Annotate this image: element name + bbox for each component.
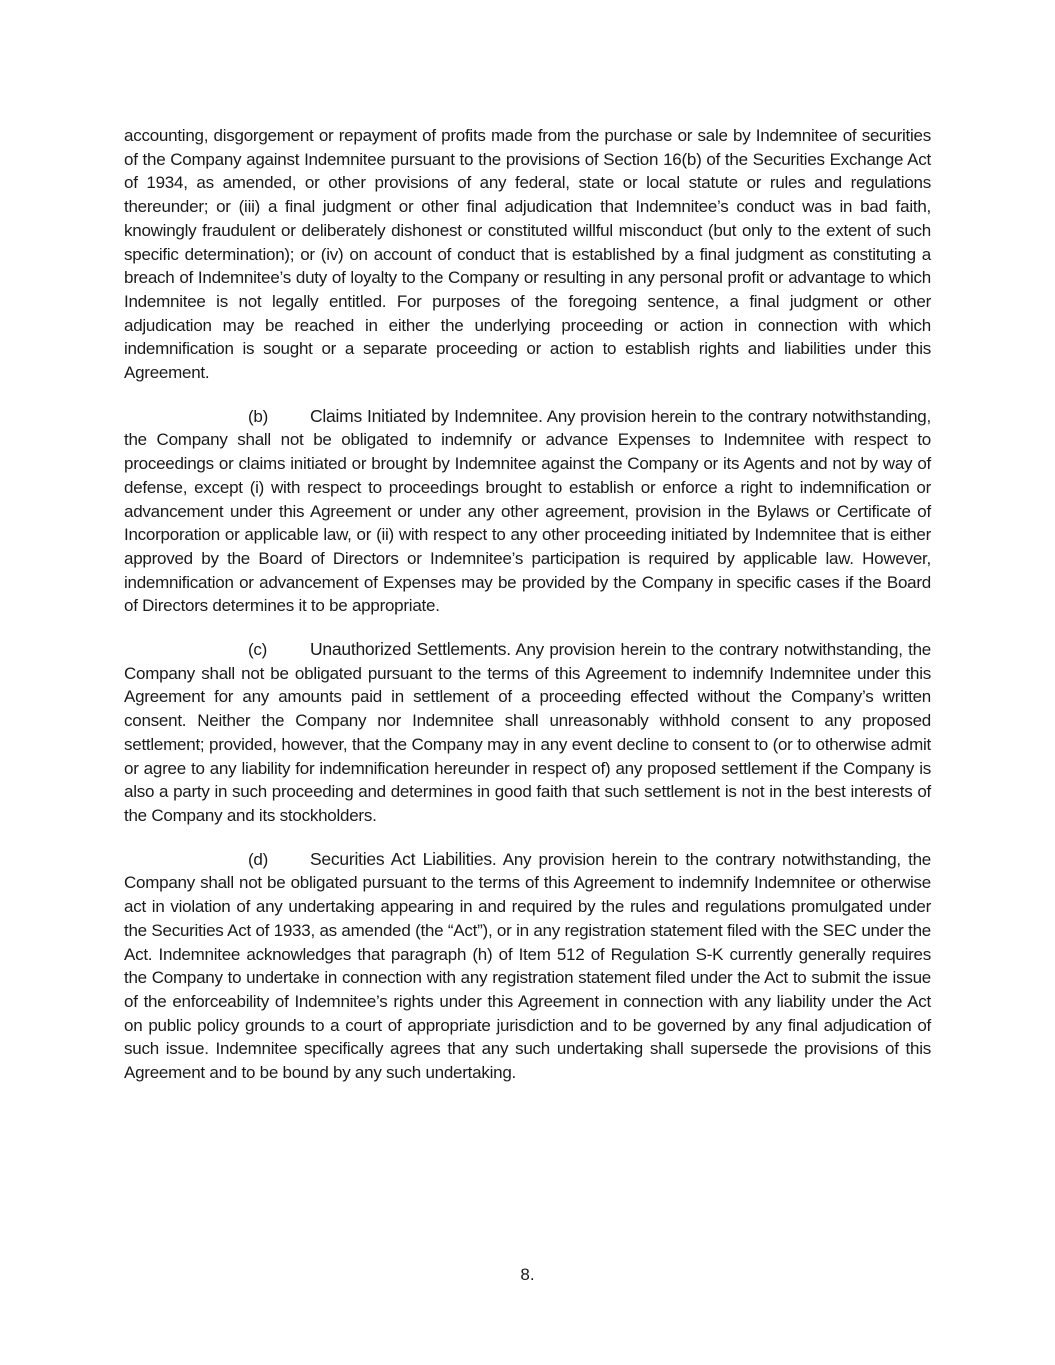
section-b-paragraph — [124, 405, 931, 618]
section-c-number: (c) — [248, 640, 268, 660]
page-number: 8. — [520, 1265, 535, 1284]
continuation-paragraph: accounting, disgorgement or repayment of profits made from the purchase or sale by Indemnitee of securities of the Company against Indemnitee pursuant to the provisions of Section 16(b) of the Securities Exchange Act of 1934, as amended, or other provisions of any federal, state or local statute or rules and regulations thereunder; or (iii) a final judgment or other final adjudication that Indemnitee’s conduct was in bad faith, knowingly fraudulent or deliberately dishonest or constituted willful misconduct (but only to the extent of such specific determination); or (iv) on account of conduct that is established by a final judgment as constituting a breach of Indemnitee’s duty of loyalty to the Company or resulting in any personal profit or advantage to which Indemnitee is not legally entitled. For purposes of the foregoing sentence, a final judgment or other adjudication may be reached in either the underlying proceeding or action in connection with which indemnification is sought or a separate proceeding or action to establish rights and liabilities under this Agreement. — [124, 126, 931, 383]
section-c-paragraph — [124, 638, 931, 828]
document-page — [124, 124, 931, 1085]
section-b-heading: Claims Initiated by Indemnitee. — [310, 405, 543, 426]
section-c-heading: Unauthorized Settlements. — [310, 639, 511, 660]
section-b-body: Any provision herein to the contrary notwithstanding, the Company shall not be obligated to indemnify or advance Expenses to Indemnitee with respect to proceedings or claims initiated or brought by Indemnitee against the Company or its Agents and not by way of defense, except (i) with respect to proceedings brought to establish or enforce a right to indemnification or advancement under this Agreement or under any other agreement, provision in the Bylaws or Certificate of Incorporation or applicable law, or (ii) with respect to any other proceeding initiated by Indemnitee that is either approved by the Board of Directors or Indemnitee’s participation is required by applicable law. However, indemnification or advancement of Expenses may be provided by the Company in specific cases if the Board of Directors determines it to be appropriate. — [124, 406, 931, 616]
section-c-body: Any provision herein to the contrary notwithstanding, the Company shall not be obligated pursuant to the terms of this Agreement to indemnify Indemnitee under this Agreement for any amounts paid in settlement of a proceeding effected without the Company’s written consent. Neither the Company nor Indemnitee shall unreasonably withhold consent to any proposed settlement; provided, however, that the Company may in any event decline to consent to (or to otherwise admit or agree to any liability for indemnification hereunder in respect of) any proposed settlement if the Company is also a party in such proceeding and determines in good faith that such settlement is not in the best interests of the Company and its stockholders. — [124, 640, 931, 825]
section-d-paragraph — [124, 848, 931, 1085]
section-d-heading: Securities Act Liabilities. — [310, 848, 497, 869]
section-b-number: (b) — [248, 406, 269, 426]
section-d-number: (d) — [248, 849, 269, 869]
section-d-body: Any provision herein to the contrary notwithstanding, the Company shall not be obligated pursuant to the terms of this Agreement to indemnify Indemnitee or otherwise act in violation of any undertaking appearing in and required by the rules and regulations promulgated under the Securities Act of 1933, as amended (the “Act”), or in any registration statement filed with the SEC under the Act. Indemnitee acknowledges that paragraph (h) of Item 512 of Regulation S-K currently generally requires the Company to undertake in connection with any registration statement filed under the Act to submit the issue of the enforceability of Indemnitee’s rights under this Agreement in connection with any liability under the Act on public policy grounds to a court of appropriate jurisdiction and to be governed by any final adjudication of such issue. Indemnitee specifically agrees that any such undertaking shall supersede the provisions of this Agreement and to be bound by any such undertaking. — [124, 849, 931, 1083]
